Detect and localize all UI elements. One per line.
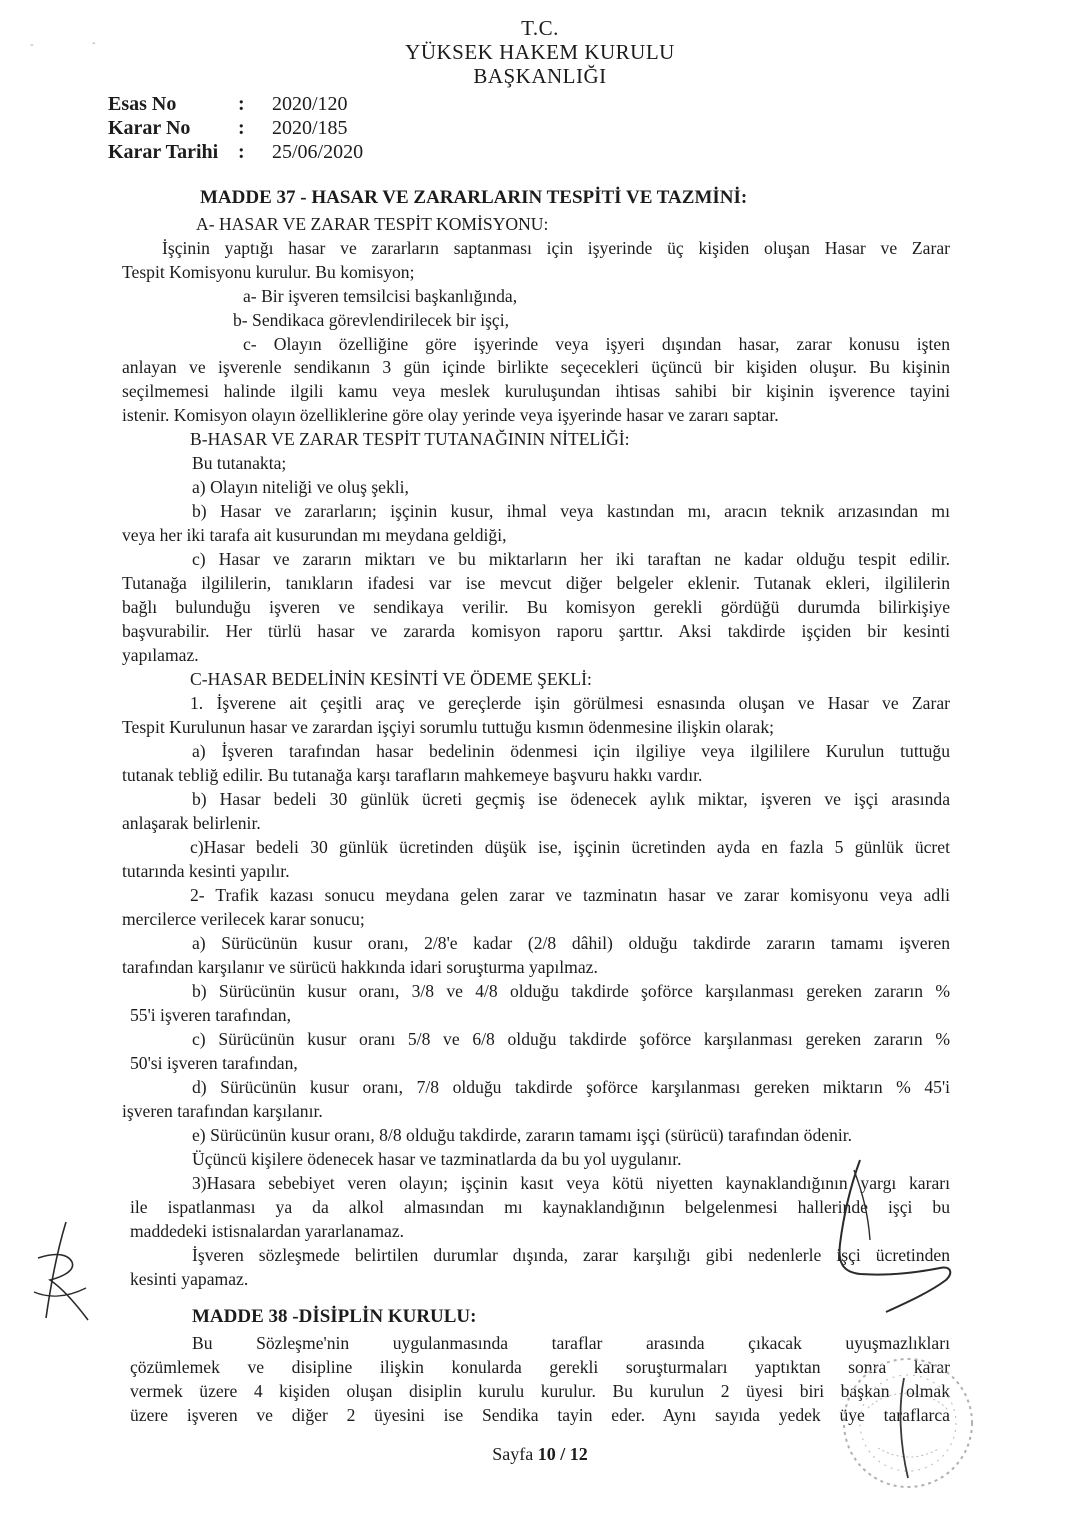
list-item: 2- Trafik kazası sonucu meydana gelen zarar ve tazminatın hasar ve zarar komisyonu veya adli [190, 885, 950, 905]
tarih-label: Karar Tarihi [108, 141, 219, 163]
meta-esas-row [108, 93, 348, 116]
handwritten-initials [28, 1218, 108, 1328]
body-line: üzere işveren ve diğer 2 üyesini ise Sendika tayin eder. Aynı sayıda yedek üye taraflarca [130, 1405, 950, 1425]
list-item: e) Sürücünün kusur oranı, 8/8 olduğu takdirde, zararın tamamı işçi (sürücü) tarafından ödenir. [192, 1125, 853, 1145]
colon: : [238, 117, 245, 139]
list-item: 1. İşverene ait çeşitli araç ve gereçlerde işin görülmesi esnasında oluşan ve Hasar ve Zarar [190, 693, 950, 713]
section-b-heading: B-HASAR VE ZARAR TESPİT TUTANAĞININ NİTELİĞİ: [190, 429, 630, 449]
esas-label: Esas No [108, 93, 177, 115]
list-item: d) Sürücünün kusur oranı, 7/8 olduğu takdirde şoförce karşılanması gereken miktarın % 45'i [192, 1077, 950, 1097]
meta-karar-row [108, 117, 348, 140]
body-line: seçilmemesi halinde ilgili kamu veya meslek kuruluşundan ihtisas sahibi bir kişinin işverence tayini [122, 381, 950, 401]
scan-mark: - [92, 38, 96, 49]
body-line: vermek üzere 4 kişiden oluşan disiplin kurulu kurulur. Bu kurulun 2 üyesi biri başkan olmak [130, 1381, 950, 1401]
page-number: 10 / 12 [537, 1444, 588, 1464]
list-item: b- Sendikaca görevlendirilecek bir işçi, [233, 310, 510, 330]
body-line: çözümlemek ve disipline ilişkin konularda gerekli soruşturmaları yaptıktan sonra karar [130, 1357, 950, 1377]
body-line: 50'si işveren tarafından, [130, 1053, 298, 1073]
body-line: işveren tarafından karşılanır. [122, 1101, 323, 1121]
body-line: Bu tutanakta; [192, 453, 287, 473]
official-stamp [808, 1348, 1008, 1498]
body-line: başvurabilir. Her türlü hasar ve zararda komisyon raporu şarttır. Aksi takdirde işçiden bir kesinti [122, 621, 950, 641]
body-line: mercilerce verilecek karar sonucu; [122, 909, 365, 929]
list-item: a- Bir işveren temsilcisi başkanlığında, [243, 286, 518, 306]
esas-value: 2020/120 [272, 93, 348, 115]
list-item: b) Hasar ve zararların; işçinin kusur, ihmal veya kastından mı, aracın teknik arızasından mı [192, 501, 950, 521]
body-line: bağlı bulunduğu işveren ve sendikaya verilir. Bu komisyon gerekli gördüğü durumda bilirkişiye [122, 597, 950, 617]
section-a-heading: A- HASAR VE ZARAR TESPİT KOMİSYONU: [196, 214, 549, 234]
article-38-title: MADDE 38 -DİSİPLİN KURULU: [192, 1306, 477, 1327]
list-item: c- Olayın özelliğine göre işyerinde veya işyeri dışından hasar, zarar konusu işten [243, 334, 950, 354]
list-item: b) Hasar bedeli 30 günlük ücreti geçmiş ise ödenecek aylık miktar, işveren ve işçi arasında [192, 789, 950, 809]
body-line: İşveren sözleşmede belirtilen durumlar dışında, zarar karşılığı gibi nedenlerle işçi ücretinden [192, 1245, 950, 1265]
body-line: kesinti yapamaz. [130, 1269, 249, 1289]
karar-label: Karar No [108, 117, 191, 139]
signature [790, 1152, 980, 1332]
body-line: 55'i işveren tarafından, [130, 1005, 291, 1025]
page-prefix: Sayfa [492, 1444, 534, 1464]
body-line: anlaşarak belirlenir. [122, 813, 261, 833]
body-line: tarafından karşılanır ve sürücü hakkında idari soruşturma yapılmaz. [122, 957, 598, 977]
list-item: c) Sürücünün kusur oranı 5/8 ve 6/8 olduğu takdirde şoförce karşılanması gereken zararın % [192, 1029, 950, 1049]
colon: : [238, 93, 245, 115]
section-c-heading: C-HASAR BEDELİNİN KESİNTİ VE ÖDEME ŞEKLİ: [190, 669, 592, 689]
header-tc: T.C. [521, 16, 559, 40]
body-line: maddedeki istisnalardan yararlanamaz. [130, 1221, 405, 1241]
body-line: istenir. Komisyon olayın özelliklerine göre olay yerinde veya işyerinde hasar ve zararı saptar. [122, 405, 779, 425]
body-line: Tespit Komisyonu kurulur. Bu komisyon; [122, 262, 415, 282]
body-line: Üçüncü kişilere ödenecek hasar ve tazminatlarda da bu yol uygulanır. [192, 1149, 682, 1169]
body-line: tutarında kesinti yapılır. [122, 861, 290, 881]
list-item: c) Hasar ve zararın miktarı ve bu miktarların her iki taraftan ne kadar olduğu tespit edilir. [192, 549, 950, 569]
body-line: Tespit Kurulunun hasar ve zarardan işçiyi sorumlu tuttuğu kısmın ödenmesine ilişkin olarak; [122, 717, 775, 737]
list-item: 3)Hasara sebebiyet veren olayın; işçinin kasıt veya kötü niyetten kaynaklandığının yargı kararı [192, 1173, 950, 1193]
body-line: anlayan ve işverenle sendikanın 3 gün içinde birlikte seçecekleri üçüncü bir kişiden oluşur. Bu kişinin [122, 357, 950, 377]
body-line: İşçinin yaptığı hasar ve zararların saptanması için işyerinde üç kişiden oluşan Hasar ve Zarar [162, 238, 950, 258]
meta-tarih-row [108, 141, 363, 164]
list-item: c)Hasar bedeli 30 günlük ücretinden düşük ise, işçinin ücretinden ayda en fazla 5 günlük ücret [190, 837, 950, 857]
body-line: Bu Sözleşme'nin uygulanmasında taraflar arasında çıkacak uyuşmazlıkları [192, 1333, 950, 1353]
body-line: tutanak tebliğ edilir. Bu tutanağa karşı tarafların mahkemeye başvuru hakkı vardır. [122, 765, 703, 785]
tarih-value: 25/06/2020 [272, 141, 364, 163]
body-line: ile ispatlanması ya da alkol almasından mı kaynaklandığının belgelenmesi hallerinde işçi bu [130, 1197, 950, 1217]
header-institution: YÜKSEK HAKEM KURULU [405, 40, 675, 64]
karar-value: 2020/185 [272, 117, 348, 139]
list-item: a) Sürücünün kusur oranı, 2/8'e kadar (2/8 dâhil) olduğu takdirde zararın tamamı işveren [192, 933, 950, 953]
article-37-title: MADDE 37 - HASAR VE ZARARLARIN TESPİTİ VE TAZMİNİ: [200, 187, 748, 208]
list-item: b) Sürücünün kusur oranı, 3/8 ve 4/8 olduğu takdirde şoförce karşılanması gereken zararın % [192, 981, 950, 1001]
list-item: a) İşveren tarafından hasar bedelinin ödenmesi için ilgiliye veya ilgililere Kurulun tuttuğu [192, 741, 950, 761]
body-line: veya her iki tarafa ait kusurundan mı meydana geldiği, [122, 525, 507, 545]
body-line: Tutanağa ilgililerin, tanıkların ifadesi var ise mevcut diğer belgeler eklenir. Tutanak ekleri, ilgililerin [122, 573, 950, 593]
body-line: yapılamaz. [122, 645, 199, 665]
header-presidency: BAŞKANLIĞI [473, 64, 607, 88]
colon: : [238, 141, 245, 163]
scan-mark: - [30, 40, 34, 51]
list-item: a) Olayın niteliği ve oluş şekli, [192, 477, 409, 497]
